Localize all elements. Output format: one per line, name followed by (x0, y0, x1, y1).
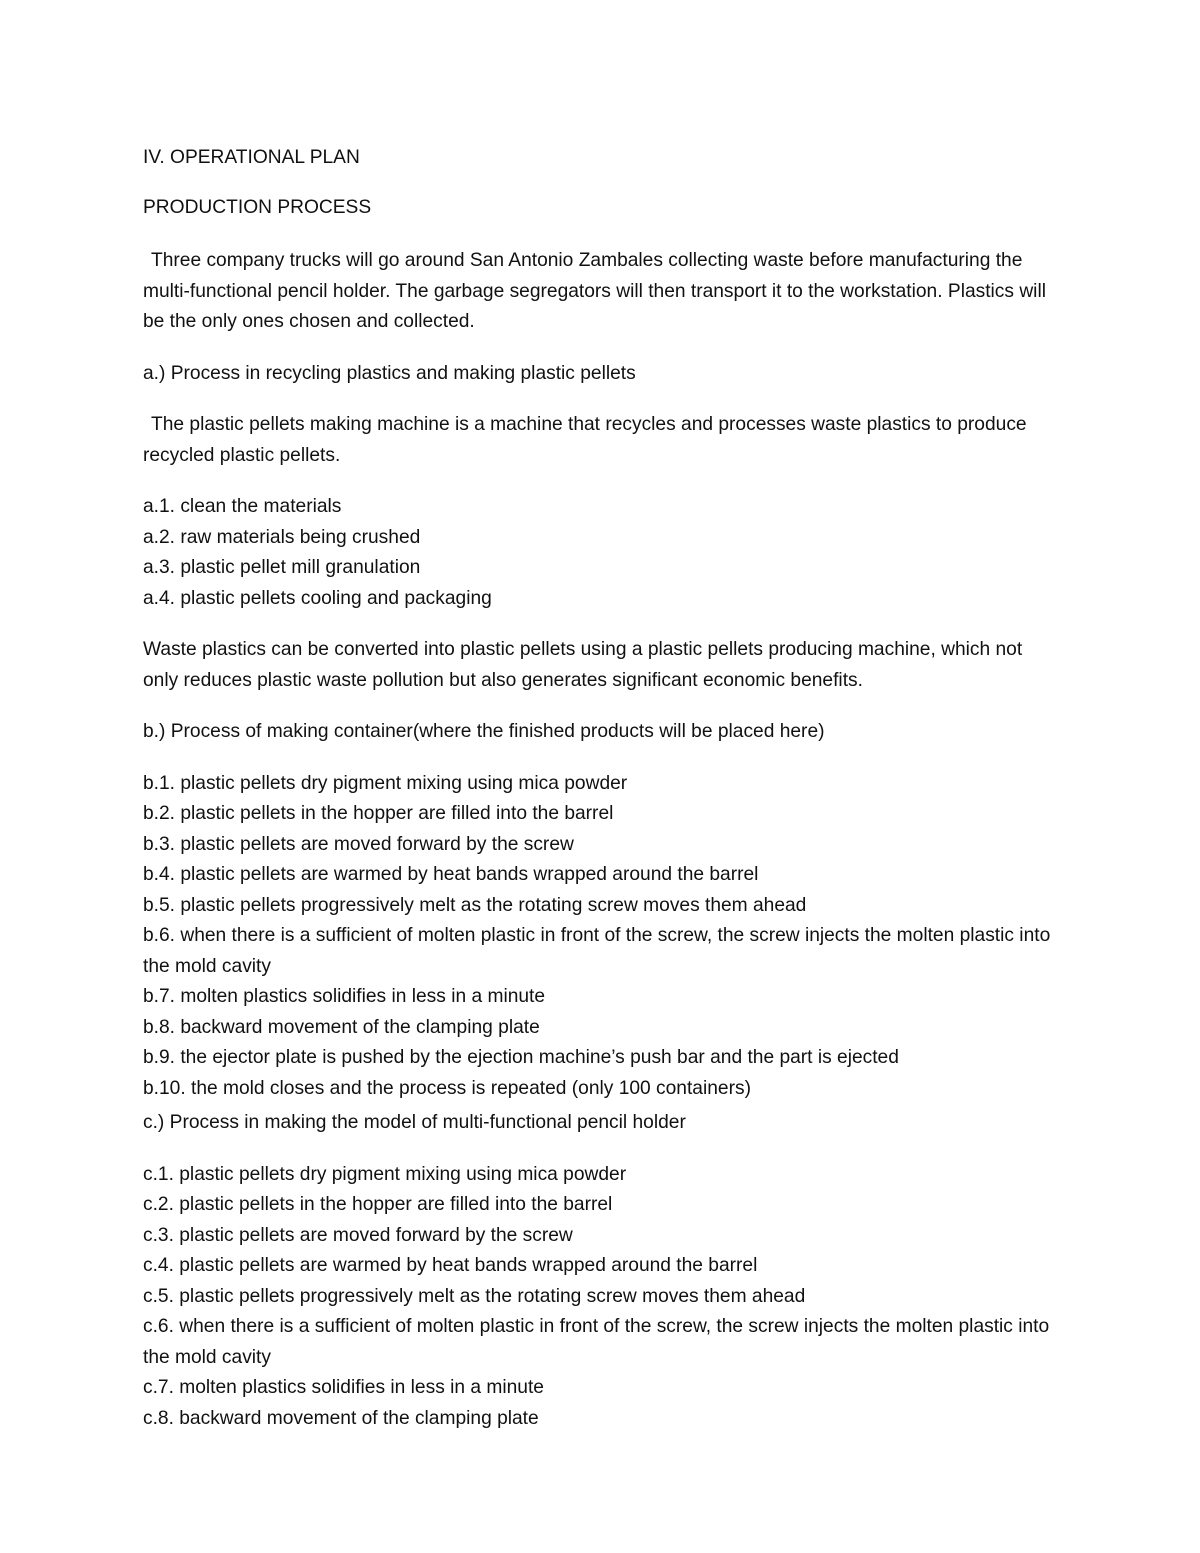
section-a-steps (143, 492, 1058, 614)
list-item: c.2. plastic pellets in the hopper are filled into the barrel (143, 1194, 613, 1215)
list-item: c.5. plastic pellets progressively melt as the rotating screw moves them ahead (143, 1285, 806, 1307)
document-body (143, 143, 1058, 1434)
list-item: b.3. plastic pellets are moved forward by the screw (143, 833, 574, 855)
list-item: a.1. clean the materials (143, 496, 342, 517)
list-item: c.6. when there is a sufficient of molten plastic in front of the screw, the screw injects the molten plastic into the mold cavity (143, 1316, 1050, 1368)
list-item: b.10. the mold closes and the process is repeated (only 100 containers) (143, 1077, 751, 1099)
list-item: b.5. plastic pellets progressively melt as the rotating screw moves them ahead (143, 894, 807, 916)
list-item: c.8. backward movement of the clamping plate (143, 1407, 539, 1429)
section-a-title: a.) Process in recycling plastics and making plastic pellets (143, 362, 636, 384)
section-c-steps (143, 1160, 1058, 1435)
list-item: c.3. plastic pellets are moved forward by the screw (143, 1224, 573, 1246)
section-heading: IV. OPERATIONAL PLAN (143, 147, 360, 168)
list-item: b.6. when there is a sufficient of molten plastic in front of the screw, the screw injects the molten plastic into the mold cavity (143, 925, 1051, 977)
list-item: a.4. plastic pellets cooling and packaging (143, 587, 492, 609)
section-b-steps (143, 769, 1058, 1105)
list-item: a.2. raw materials being crushed (143, 526, 421, 548)
list-item: b.1. plastic pellets dry pigment mixing using mica powder (143, 772, 628, 794)
section-c-title: c.) Process in making the model of multi-functional pencil holder (143, 1112, 686, 1133)
list-item: c.7. molten plastics solidifies in less in a minute (143, 1377, 544, 1398)
list-item: b.4. plastic pellets are warmed by heat bands wrapped around the barrel (143, 864, 759, 885)
section-a-description: The plastic pellets making machine is a machine that recycles and processes waste plastics to produce recycled plastic pellets. (143, 414, 1027, 466)
list-item: a.3. plastic pellet mill granulation (143, 557, 421, 578)
intro-paragraph: Three company trucks will go around San Antonio Zambales collecting waste before manufacturing the multi-functional pencil holder. The garbage segregators will then transport it to the workstation. Plastics will be the only ones chosen and collected. (143, 250, 1046, 332)
subsection-heading: PRODUCTION PROCESS (143, 196, 372, 218)
list-item: b.8. backward movement of the clamping plate (143, 1016, 540, 1038)
section-b-title: b.) Process of making container(where the finished products will be placed here) (143, 721, 825, 742)
list-item: b.7. molten plastics solidifies in less in a minute (143, 986, 546, 1007)
section-a-summary: Waste plastics can be converted into plastic pellets using a plastic pellets producing machine, which not only reduces plastic waste pollution but also generates significant economic benefits. (143, 639, 1023, 691)
list-item: c.4. plastic pellets are warmed by heat bands wrapped around the barrel (143, 1255, 758, 1276)
list-item: b.2. plastic pellets in the hopper are filled into the barrel (143, 803, 614, 824)
list-item: b.9. the ejector plate is pushed by the ejection machine’s push bar and the part is ejected (143, 1047, 899, 1068)
list-item: c.1. plastic pellets dry pigment mixing using mica powder (143, 1163, 627, 1185)
